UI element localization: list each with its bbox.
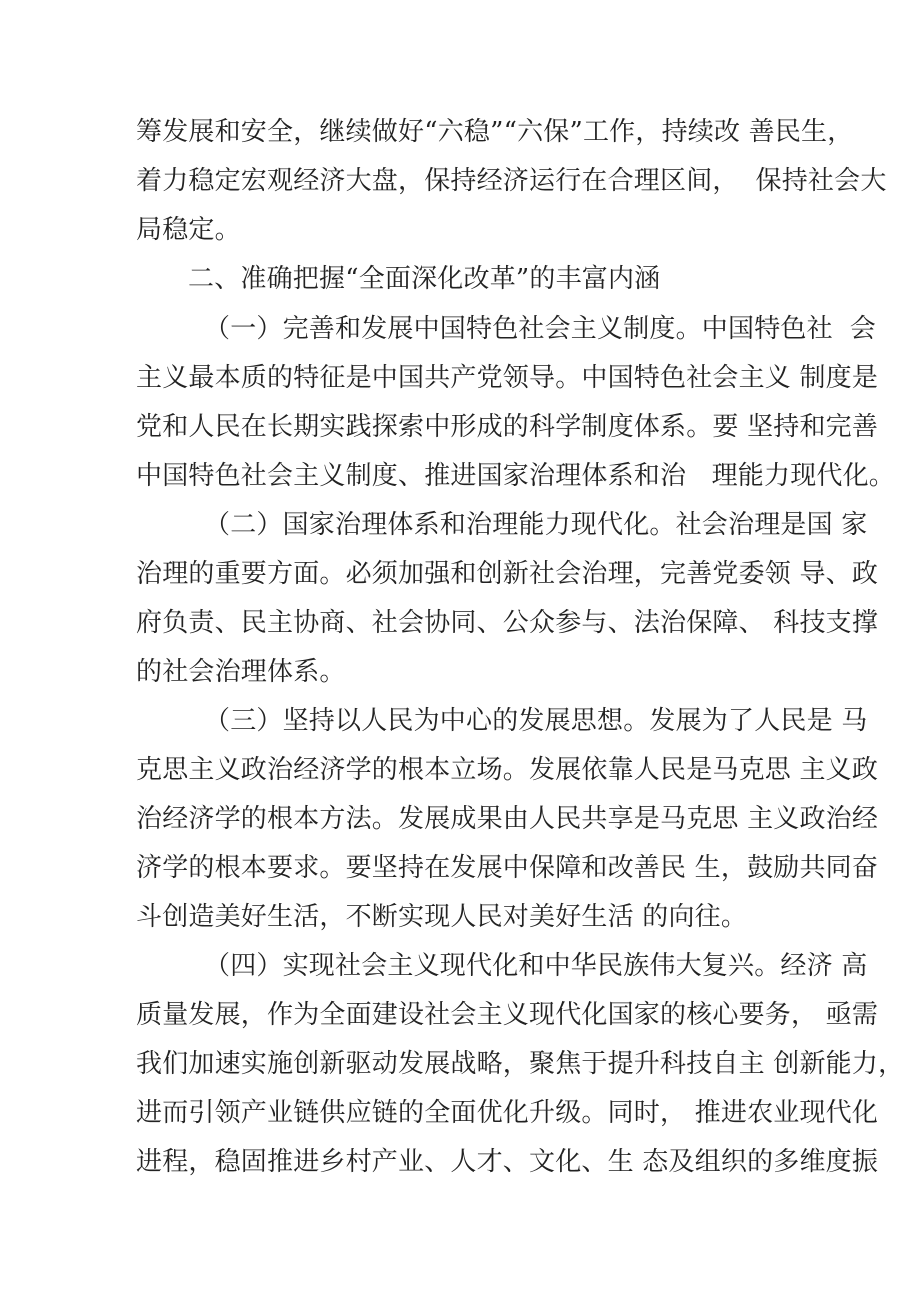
text-line: 中国特色社会主义制度、推进国家治理体系和治 理能力现代化。 [136,461,895,491]
text-line: 的社会治理体系。 [136,657,346,687]
text-line: 着力稳定宏观经济大盘，保持经济运行在合理区间， 保持社会大 [136,166,887,196]
paragraph-2-start: （二）国家治理体系和治理能力现代化。社会治理是国 家 [204,510,868,540]
text-line: 筹发展和安全，继续做好“六稳”“六保”工作，持续改 善民生， [136,117,854,147]
text-line: 治理的重要方面。必须加强和创新社会治理，完善党委领 导、政 [136,559,879,589]
text-line: 进程，稳固推进乡村产业、人才、文化、生 态及组织的多维度振 [136,1147,879,1177]
text-line: 质量发展，作为全面建设社会主义现代化国家的核心要务， 亟需 [136,1000,879,1030]
text-line: 进而引领产业链供应链的全面优化升级。同时， 推进农业现代化 [136,1098,879,1128]
paragraph-1-start: （一）完善和发展中国特色社会主义制度。中国特色社 会 [204,314,876,344]
text-line: 我们加速实施创新驱动发展战略，聚焦于提升科技自主 创新能力， [136,1049,905,1079]
paragraph-4-start: （四）实现社会主义现代化和中华民族伟大复兴。经济 高 [204,951,868,981]
text-line: 党和人民在长期实践探索中形成的科学制度体系。要 坚持和完善 [136,412,879,442]
section-heading: 二、准确把握“全面深化改革”的丰富内涵 [188,264,661,294]
text-line: 主义最本质的特征是中国共产党领导。中国特色社会主义 制度是 [136,363,879,393]
paragraph-3-start: （三）坚持以人民为中心的发展思想。发展为了人民是 马 [204,706,868,736]
text-line: 济学的根本要求。要坚持在发展中保障和改善民 生，鼓励共同奋 [136,853,879,883]
text-line: 治经济学的根本方法。发展成果由人民共享是马克思 主义政治经 [136,804,879,834]
text-line: 斗创造美好生活，不断实现人民对美好生活 的向往。 [136,902,748,932]
text-line: 克思主义政治经济学的根本立场。发展依靠人民是马克思 主义政 [136,755,879,785]
text-line: 府负责、民主协商、社会协同、公众参与、法治保障、 科技支撑 [136,608,879,638]
text-line: 局稳定。 [136,215,241,245]
